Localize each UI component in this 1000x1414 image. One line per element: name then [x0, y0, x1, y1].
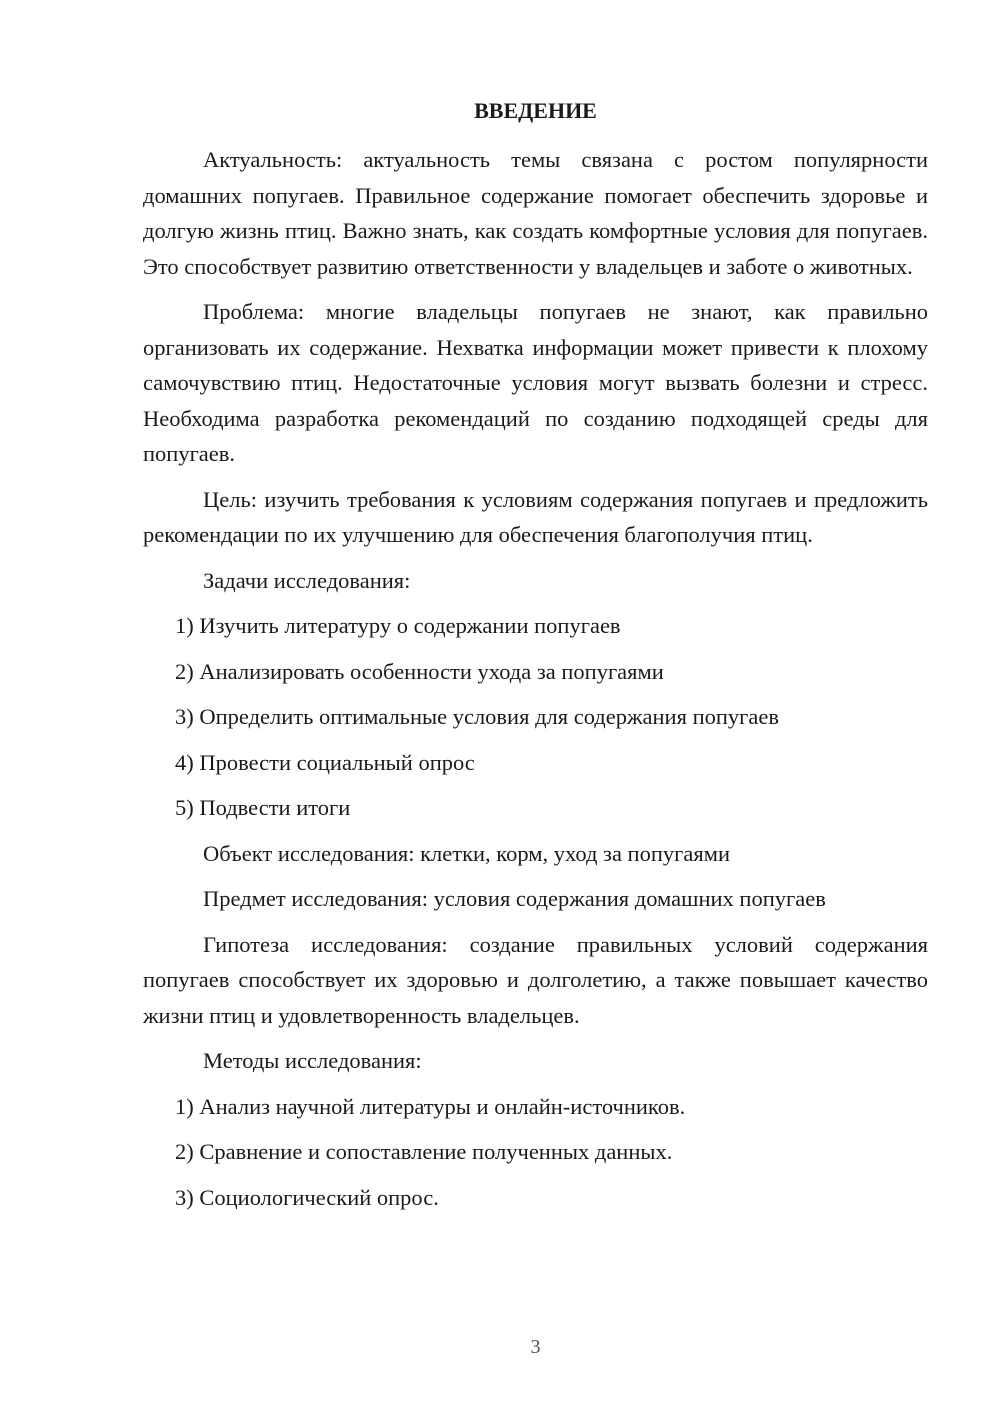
method-item-1: 1) Анализ научной литературы и онлайн-источников. [175, 1093, 686, 1119]
hypothesis-paragraph: Гипотеза исследования: создание правильных условий содержания попугаев способствует их здоровью и долголетию, а также повышает качество жизни птиц и удовлетворенность владельцев. [143, 931, 928, 1028]
goal-paragraph: Цель: изучить требования к условиям содержания попугаев и предложить рекомендации по их улучшению для обеспечения благополучия птиц. [143, 486, 928, 547]
document-body [143, 142, 928, 1225]
method-item-3: 3) Социологический опрос. [175, 1184, 439, 1210]
relevance-paragraph: Актуальность: актуальность темы связана с ростом популярности домашних попугаев. Правильное содержание помогает обеспечить здоровье и долгую жизнь птиц. Важно знать, как создать комфортные условия для попугаев. Это способствует развитию ответственности у владельцев и заботе о животных. [143, 147, 928, 279]
research-subject: Предмет исследования: условия содержания домашних попугаев [203, 886, 826, 911]
task-item-4: 4) Провести социальный опрос [175, 749, 475, 775]
page-number: 3 [530, 1336, 541, 1358]
problem-paragraph: Проблема: многие владельцы попугаев не знают, как правильно организовать их содержание. Нехватка информации может привести к плохому самочувствию птиц. Недостаточные условия могут вызвать болезни и стресс. Необходима разработка рекомендаций по созданию подходящей среды для попугаев. [143, 299, 928, 466]
research-object: Объект исследования: клетки, корм, уход за попугаями [203, 840, 730, 866]
tasks-heading: Задачи исследования: [203, 567, 411, 593]
methods-heading: Методы исследования: [203, 1048, 422, 1073]
page-title: ВВЕДЕНИЕ [474, 98, 597, 123]
task-item-2: 2) Анализировать особенности ухода за попугаями [175, 658, 664, 684]
task-item-1: 1) Изучить литературу о содержании попугаев [175, 613, 621, 638]
method-item-2: 2) Сравнение и сопоставление полученных данных. [175, 1139, 673, 1164]
task-item-5: 5) Подвести итоги [175, 795, 351, 820]
task-item-3: 3) Определить оптимальные условия для содержания попугаев [175, 704, 779, 729]
document-page [143, 0, 928, 1414]
